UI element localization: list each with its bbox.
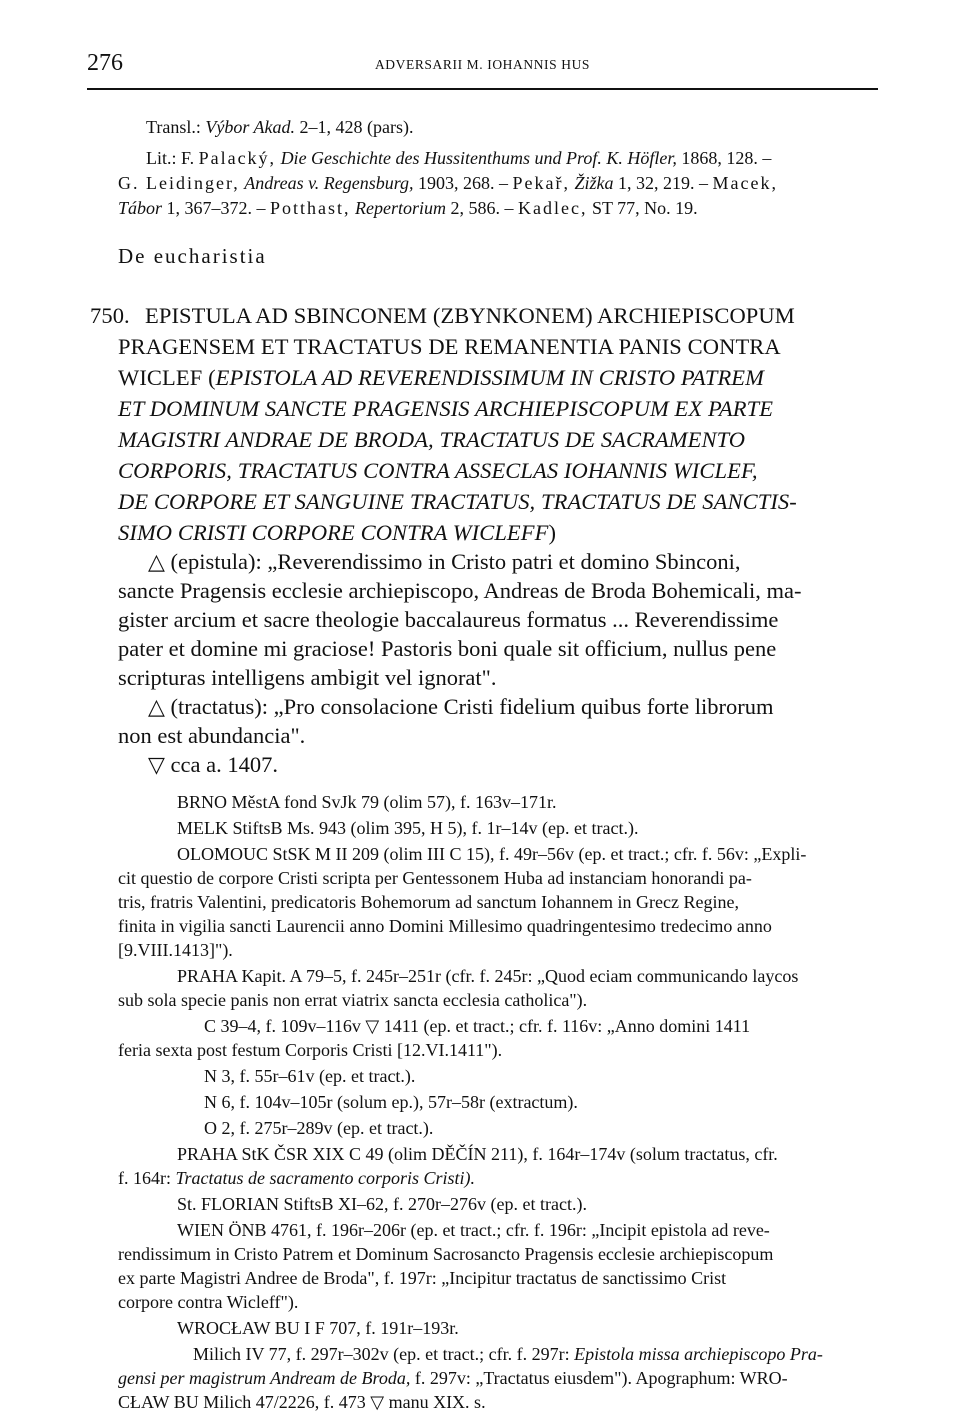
ms-milich-line-1: Milich IV 77, f. 297r–302v (ep. et tract.; cfr. f. 297r: Epistola missa archiepiscopo Pra- — [193, 1344, 823, 1364]
header-rule — [87, 88, 878, 90]
ms-florian: St. FLORIAN StiftsB XI–62, f. 270r–276v (ep. et tract.). — [177, 1194, 587, 1214]
ms-milich-line-3: CŁAW BU Milich 47/2226, f. 473 ▽ manu XIX. s. — [118, 1392, 486, 1412]
title-line-5: MAGISTRI ANDRAE DE BRODA, TRACTATUS DE SACRAMENTO — [118, 427, 746, 452]
ms-c39-line-1: C 39–4, f. 109v–116v ▽ 1411 (ep. et tract.; cfr. f. 116v: „Anno domini 1411 — [204, 1016, 751, 1036]
literature-line-3: Tábor 1, 367–372. – Potthast, Repertorium 2, 586. – Kadlec, ST 77, No. 19. — [118, 198, 698, 218]
ms-c39-line-2: feria sexta post festum Corporis Cristi [12.VI.1411"). — [118, 1040, 503, 1060]
title-line-4: ET DOMINUM SANCTE PRAGENSIS ARCHIEPISCOPUM EX PARTE — [118, 396, 774, 421]
ms-olomouc-line-5: [9.VIII.1413]"). — [118, 940, 233, 960]
ms-olomouc-line-1: OLOMOUC StSK M II 209 (olim III C 15), f. 49r–56v (ep. et tract.; cfr. f. 56v: „Expli- — [177, 844, 807, 864]
literature-line-1: Lit.: F. Palacký, Die Geschichte des Hussitenthums und Prof. K. Höfler, 1868, 128. – — [146, 148, 772, 168]
ms-wien-line-3: ex parte Magistri Andree de Broda", f. 197r: „Incipitur tractatus de sanctissimo Crist — [118, 1268, 727, 1288]
ms-milich-line-2: gensi per magistrum Andream de Broda, f. 297v: „Tractatus eiusdem"). Apographum: WRO- — [118, 1368, 788, 1388]
ms-brno: BRNO MěstA fond SvJk 79 (olim 57), f. 163v–171r. — [177, 792, 557, 812]
running-title: ADVERSARII M. IOHANNIS HUS — [374, 57, 591, 72]
ms-praha-kapit-line-2: sub sola specie panis non errat viatrix sancta ecclesia catholica"). — [118, 990, 588, 1010]
explicit-triangle-icon: ▽ — [365, 1016, 380, 1036]
incipit-epistula-line-4: pater et domine mi graciose! Pastoris boni quale sit officium, nullus pene — [118, 636, 777, 661]
section-heading: De eucharistia — [118, 244, 267, 268]
incipit-epistula-line-5: scripturas intelligens ambigit vel ignorat". — [118, 665, 497, 690]
explicit-triangle-icon: ▽ — [370, 1392, 385, 1412]
incipit-epistula-line-3: gister arcium et sacre theologie baccalaureus formatus ... Reverendissime — [118, 607, 779, 632]
incipit-epistula-line-1: △ (epistula): „Reverendissimo in Cristo patri et domino Sbinconi, — [148, 549, 741, 574]
ms-praha-kapit-line-1: PRAHA Kapit. A 79–5, f. 245r–251r (cfr. f. 245r: „Quod eciam communicando laycos — [177, 966, 799, 986]
ms-wien-line-4: corpore contra Wicleff"). — [118, 1292, 299, 1312]
ms-n6: N 6, f. 104v–105r (solum ep.), 57r–58r (extractum). — [204, 1092, 578, 1112]
title-line-1: EPISTULA AD SBINCONEM (ZBYNKONEM) ARCHIEPISCOPUM — [145, 303, 795, 328]
title-line-2: PRAGENSEM ET TRACTATUS DE REMANENTIA PANIS CONTRA — [118, 334, 781, 359]
title-line-6: CORPORIS, TRACTATUS CONTRA ASSECLAS IOHANNIS WICLEF, — [118, 458, 758, 483]
ms-olomouc-line-4: finita in vigilia sancti Laurencii anno Domini Millesimo quadringentesimo tredecimo anno — [118, 916, 772, 936]
entry-number: 750. — [90, 303, 130, 328]
ms-o2: O 2, f. 275r–289v (ep. et tract.). — [204, 1118, 434, 1138]
ms-melk: MELK StiftsB Ms. 943 (olim 395, H 5), f. 1r–14v (ep. et tract.). — [177, 818, 639, 838]
ms-wien-line-1: WIEN ÖNB 4761, f. 196r–206r (ep. et tract.; cfr. f. 196r: „Incipit epistola ad reve- — [177, 1220, 770, 1240]
page-header — [87, 50, 878, 80]
literature-line-2: G. Leidinger, Andreas v. Regensburg, 1903, 268. – Pekař, Žižka 1, 32, 219. – Macek, — [118, 173, 779, 193]
date-line: ▽ cca a. 1407. — [148, 752, 278, 777]
translation-note: Transl.: Výbor Akad. 2–1, 428 (pars). — [146, 117, 414, 137]
ms-n3: N 3, f. 55r–61v (ep. et tract.). — [204, 1066, 416, 1086]
ms-olomouc-line-2: cit questio de corpore Cristi scripta per Gentessonem Huba ad instanciam honorandi pa- — [118, 868, 752, 888]
ms-praha-stk-line-2: f. 164r: Tractatus de sacramento corporis Cristi). — [118, 1168, 476, 1188]
explicit-triangle-icon: ▽ — [148, 752, 165, 777]
title-line-7: DE CORPORE ET SANGUINE TRACTATUS, TRACTATUS DE SANCTIS- — [118, 489, 797, 514]
ms-olomouc-line-3: tris, fratris Valentini, predicatoris Bohemorum ad sanctum Iohannem in Grecz Regine, — [118, 892, 739, 912]
incipit-triangle-icon: △ — [148, 549, 165, 574]
title-line-8: SIMO CRISTI CORPORE CONTRA WICLEFF) — [118, 520, 557, 545]
page-number: 276 — [87, 50, 123, 76]
incipit-epistula-line-2: sancte Pragensis ecclesie archiepiscopo, Andreas de Broda Bohemicali, ma- — [118, 578, 802, 603]
ms-wien-line-2: rendissimum in Cristo Patrem et Dominum Sacrosancto Pragensis ecclesie archiepiscopum — [118, 1244, 774, 1264]
incipit-triangle-icon: △ — [148, 694, 165, 719]
ms-praha-stk-line-1: PRAHA StK ČSR XIX C 49 (olim DĚČÍN 211), f. 164r–174v (solum tractatus, cfr. — [177, 1144, 778, 1164]
incipit-tractatus-line-1: △ (tractatus): „Pro consolacione Cristi fidelium quibus forte librorum — [148, 694, 774, 719]
incipit-tractatus-line-2: non est abundancia". — [118, 723, 306, 748]
ms-wroclaw: WROCŁAW BU I F 707, f. 191r–193r. — [177, 1318, 459, 1338]
title-line-3: WICLEF (EPISTOLA AD REVERENDISSIMUM IN CRISTO PATREM — [118, 365, 764, 390]
